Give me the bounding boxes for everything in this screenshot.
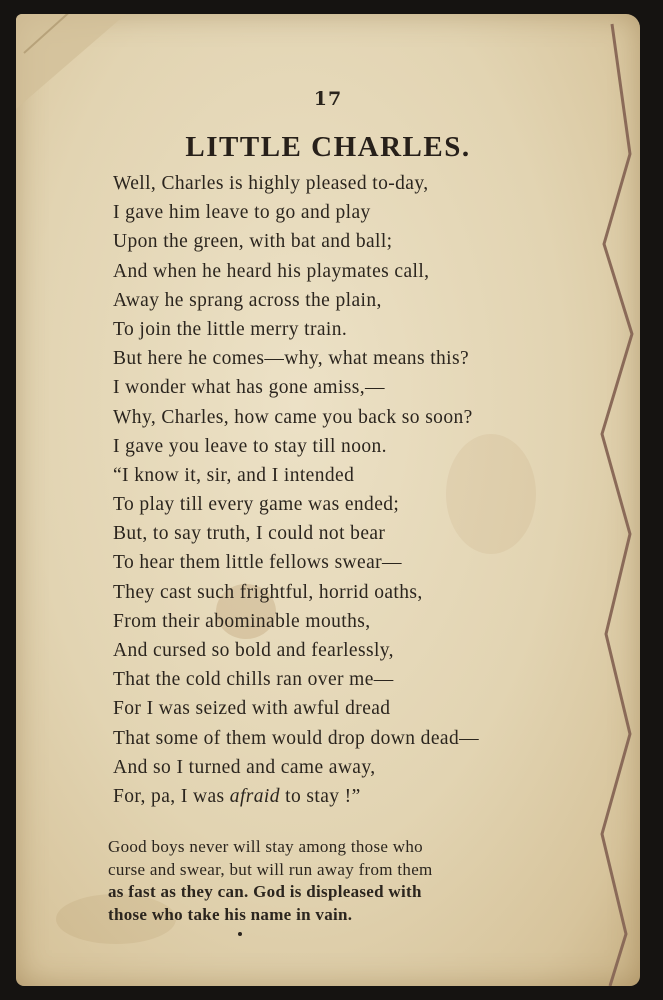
poem-line: I gave you leave to stay till noon. — [113, 435, 387, 457]
poem-line: For I was seized with awful dread — [113, 698, 391, 720]
poem-line: But, to say truth, I could not bear — [113, 523, 386, 545]
moral-line: those who take his name in vain. — [108, 904, 353, 924]
poem — [113, 169, 553, 811]
poem-line: I gave him leave to go and play — [113, 202, 371, 224]
moral-line: curse and swear, but will run away from them — [108, 859, 433, 879]
poem-line: That some of them would drop down dead— — [113, 727, 479, 749]
poem-line: From their abominable mouths, — [113, 610, 371, 632]
printer-mark — [238, 932, 242, 936]
poem-line: Away he sprang across the plain, — [113, 289, 382, 311]
poem-line: Upon the green, with bat and ball; — [113, 231, 393, 253]
poem-line: That the cold chills ran over me— — [113, 669, 394, 691]
page-title: LITTLE CHARLES. — [185, 131, 471, 163]
poem-line: Well, Charles is highly pleased to-day, — [113, 173, 429, 194]
moral-line: as fast as they can. God is displeased with — [108, 882, 422, 901]
page-number: 17 — [313, 88, 343, 110]
poem-last-line-start: For, pa, I was — [113, 785, 230, 807]
moral-line: Good boys never will stay among those who — [108, 837, 423, 856]
poem-line: And cursed so bold and fearlessly, — [113, 640, 394, 661]
poem-line: To play till every game was ended; — [113, 494, 400, 516]
poem-line: And so I turned and came away, — [113, 756, 376, 778]
poem-line: And when he heard his playmates call, — [113, 260, 430, 282]
poem-line: “I know it, sir, and I intended — [113, 464, 355, 486]
poem-line: To join the little merry train. — [113, 318, 348, 340]
poem-last-line — [113, 782, 553, 811]
poem-last-line-end: to stay !” — [279, 785, 361, 807]
poem-line: Why, Charles, how came you back so soon? — [113, 406, 473, 428]
poem-italic-word: afraid — [229, 785, 280, 807]
poem-line: But here he comes—why, what means this? — [113, 348, 470, 370]
poem-line: I wonder what has gone amiss,— — [113, 377, 385, 399]
poem-line: To hear them little fellows swear— — [113, 552, 402, 574]
book-page — [16, 14, 640, 986]
moral-paragraph — [108, 836, 578, 926]
poem-line: They cast such frightful, horrid oaths, — [113, 581, 423, 603]
